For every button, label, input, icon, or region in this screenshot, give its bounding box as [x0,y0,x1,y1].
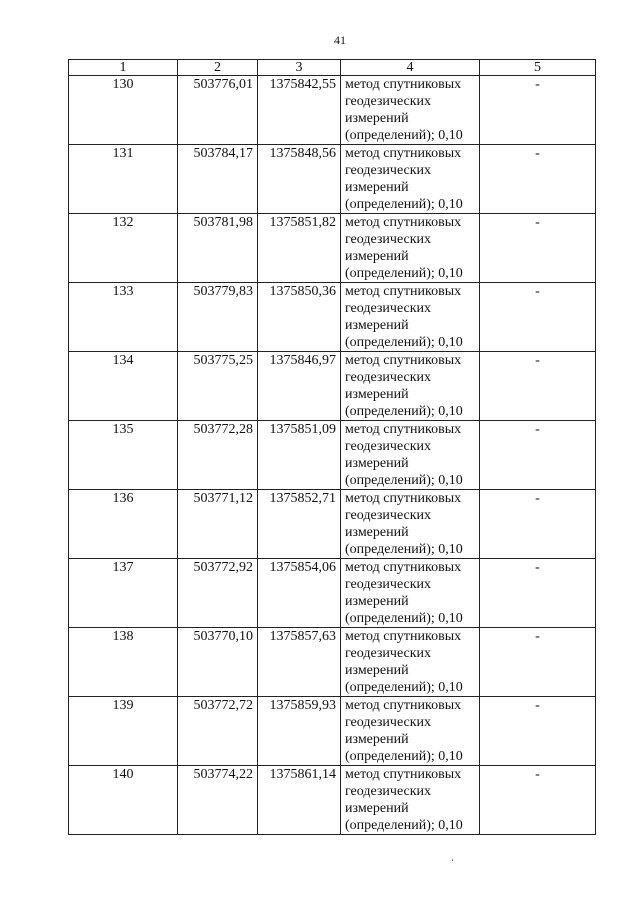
column-header-4: 4 [341,60,480,76]
point-number: 136 [69,490,178,559]
note-cell: - [480,283,596,352]
note-cell: - [480,628,596,697]
point-number: 131 [69,145,178,214]
note-cell: - [480,214,596,283]
method-line: метод спутниковых [345,215,462,230]
y-coordinate: 1375852,71 [258,490,341,559]
method-line: геодезических [345,508,432,523]
table-row [69,145,596,214]
y-coordinate: 1375848,56 [258,145,341,214]
scan-mark: ‘ [451,857,454,867]
y-coordinate: 1375859,93 [258,697,341,766]
method-line: геодезических [345,439,432,454]
x-coordinate: 503775,25 [178,352,258,421]
point-number: 130 [69,76,178,145]
measurement-method [341,559,480,628]
note-cell: - [480,76,596,145]
measurement-method [341,76,480,145]
measurement-method [341,766,480,835]
method-line: метод спутниковых [345,422,462,437]
column-header-2: 2 [178,60,258,76]
measurement-method [341,214,480,283]
method-line: (определений); 0,10 [345,818,463,833]
point-number: 134 [69,352,178,421]
table-row [69,766,596,835]
method-line: геодезических [345,646,432,661]
measurement-method [341,628,480,697]
measurement-method [341,697,480,766]
method-line: (определений); 0,10 [345,335,463,350]
x-coordinate: 503779,83 [178,283,258,352]
method-line: измерений [345,456,409,471]
table-row [69,697,596,766]
method-line: геодезических [345,301,432,316]
method-line: (определений); 0,10 [345,197,463,212]
x-coordinate: 503781,98 [178,214,258,283]
method-line: измерений [345,732,409,747]
table-header-row [69,60,596,76]
method-line: геодезических [345,784,432,799]
point-number: 132 [69,214,178,283]
note-cell: - [480,697,596,766]
column-header-3: 3 [258,60,341,76]
y-coordinate: 1375850,36 [258,283,341,352]
table-row [69,628,596,697]
x-coordinate: 503770,10 [178,628,258,697]
method-line: геодезических [345,370,432,385]
method-line: (определений); 0,10 [345,473,463,488]
y-coordinate: 1375851,82 [258,214,341,283]
x-coordinate: 503772,28 [178,421,258,490]
x-coordinate: 503772,92 [178,559,258,628]
method-line: (определений); 0,10 [345,404,463,419]
point-number: 137 [69,559,178,628]
method-line: геодезических [345,577,432,592]
table-row [69,76,596,145]
point-number: 139 [69,697,178,766]
x-coordinate: 503771,12 [178,490,258,559]
method-line: измерений [345,594,409,609]
method-line: измерений [345,111,409,126]
note-cell: - [480,766,596,835]
table-row [69,214,596,283]
note-cell: - [480,490,596,559]
method-line: метод спутниковых [345,767,462,782]
table-row [69,490,596,559]
table-row [69,283,596,352]
method-line: измерений [345,663,409,678]
page-number: 41 [334,33,346,47]
y-coordinate: 1375846,97 [258,352,341,421]
method-line: метод спутниковых [345,491,462,506]
x-coordinate: 503774,22 [178,766,258,835]
table-row [69,559,596,628]
method-line: метод спутниковых [345,284,462,299]
note-cell: - [480,145,596,214]
y-coordinate: 1375851,09 [258,421,341,490]
method-line: геодезических [345,232,432,247]
point-number: 133 [69,283,178,352]
method-line: геодезических [345,94,432,109]
y-coordinate: 1375854,06 [258,559,341,628]
point-number: 140 [69,766,178,835]
method-line: метод спутниковых [345,629,462,644]
point-number: 135 [69,421,178,490]
x-coordinate: 503772,72 [178,697,258,766]
table-row [69,352,596,421]
note-cell: - [480,352,596,421]
x-coordinate: 503776,01 [178,76,258,145]
method-line: геодезических [345,163,432,178]
y-coordinate: 1375857,63 [258,628,341,697]
method-line: (определений); 0,10 [345,266,463,281]
y-coordinate: 1375861,14 [258,766,341,835]
method-line: (определений); 0,10 [345,680,463,695]
method-line: метод спутниковых [345,77,462,92]
method-line: (определений); 0,10 [345,128,463,143]
method-line: (определений); 0,10 [345,611,463,626]
measurement-method [341,490,480,559]
method-line: (определений); 0,10 [345,542,463,557]
method-line: метод спутниковых [345,698,462,713]
measurement-method [341,283,480,352]
method-line: метод спутниковых [345,146,462,161]
method-line: измерений [345,249,409,264]
note-cell: - [480,421,596,490]
table-body [69,76,596,835]
method-line: измерений [345,318,409,333]
coordinates-table [68,59,596,835]
measurement-method [341,352,480,421]
method-line: (определений); 0,10 [345,749,463,764]
measurement-method [341,421,480,490]
method-line: метод спутниковых [345,353,462,368]
method-line: измерений [345,387,409,402]
note-cell: - [480,559,596,628]
method-line: измерений [345,801,409,816]
method-line: измерений [345,525,409,540]
point-number: 138 [69,628,178,697]
x-coordinate: 503784,17 [178,145,258,214]
method-line: измерений [345,180,409,195]
column-header-1: 1 [69,60,178,76]
measurement-method [341,145,480,214]
method-line: геодезических [345,715,432,730]
column-header-5: 5 [480,60,596,76]
table-row [69,421,596,490]
y-coordinate: 1375842,55 [258,76,341,145]
method-line: метод спутниковых [345,560,462,575]
